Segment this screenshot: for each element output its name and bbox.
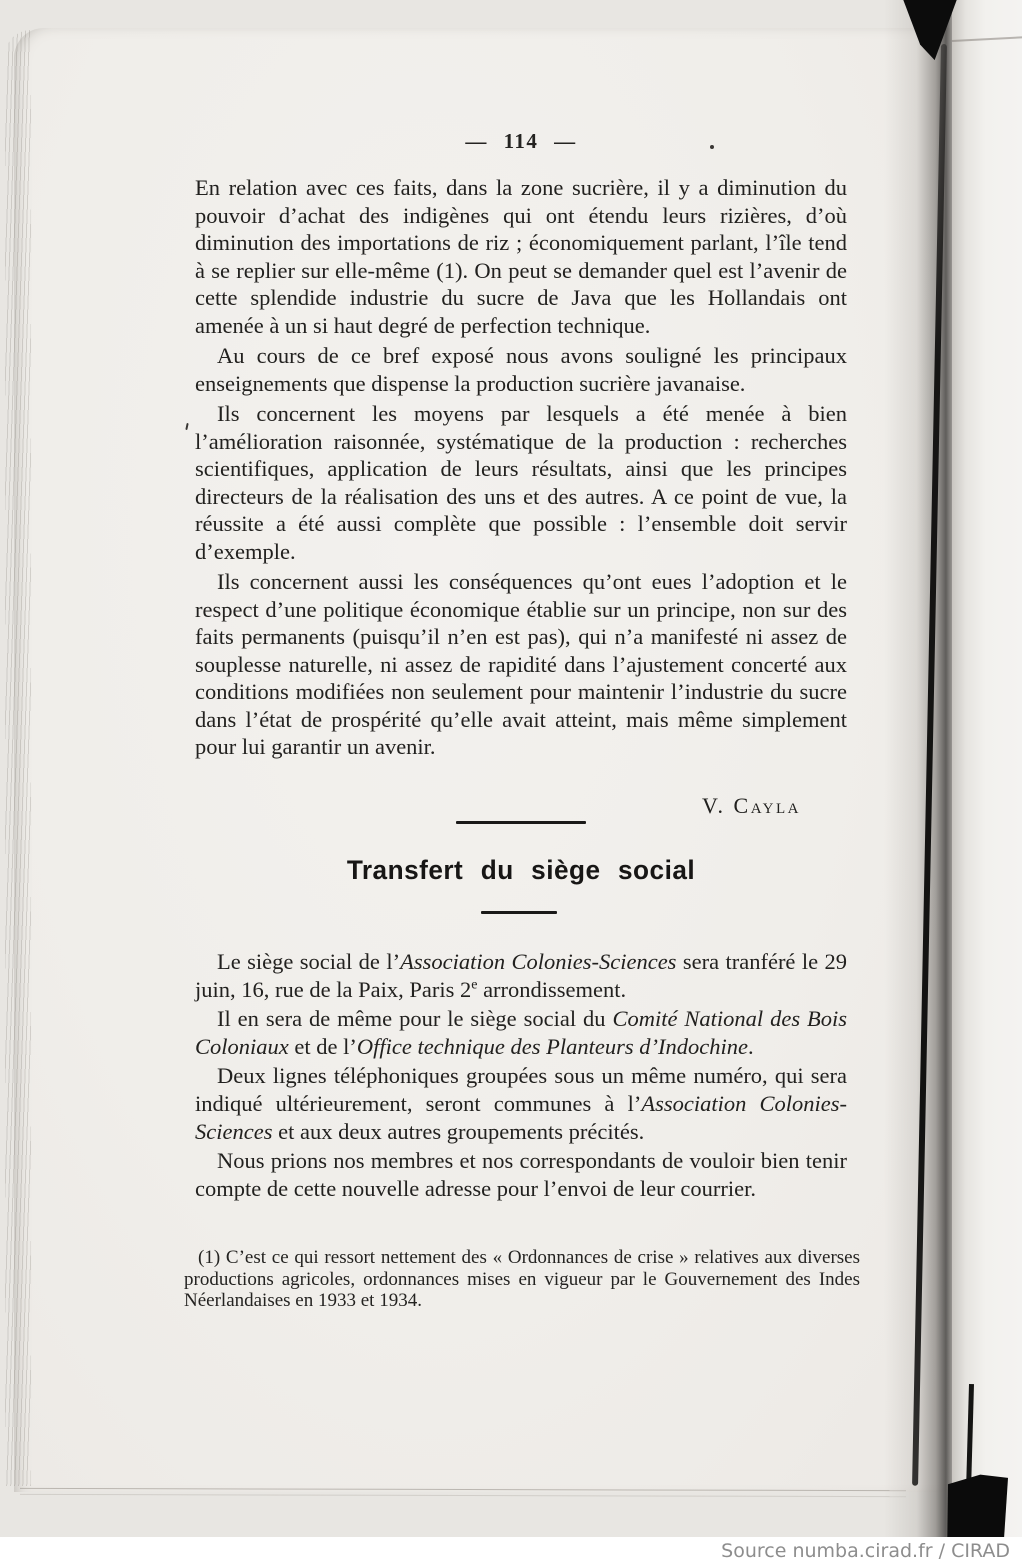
facing-page-edge [952, 0, 1022, 1538]
section-title: Transfert du siège social [346, 855, 696, 885]
text-run: Deux lignes téléphoniques groupées sous un même numéro, qui sera indiqué ultérieurement, seront communes à l’ [195, 1062, 847, 1117]
scan-artifact-bottom [944, 1474, 1010, 1538]
title-underline-rule [481, 911, 557, 914]
paragraph: Ils concernent les moyens par lesquels a été menée à bien l’amélioration raisonnée, systématique de la production : recherches scientifiques, application de leurs résultats, ainsi que les principes directeurs de la réalisation des uns et des autres. A ce point de vue, la réussite a été aussi complète que possible : l’ensemble doit servir d’exemple. [195, 401, 847, 564]
footnote: (1) C’est ce qui ressort nettement des « Ordonnances de crise » relatives aux diverses productions agricoles, ordonnances mises en vigueur par le Gouvernement des Indes Néerlandaises en 1933 et 1934. [184, 1247, 860, 1312]
text-run: Nous prions nos membres et nos correspondants de vouloir bien tenir compte de cette nouvelle adresse pour l’envoi de leur courrier. [195, 1147, 847, 1202]
paragraph [195, 1062, 847, 1147]
source-attribution: Source numba.cirad.fr / CIRAD [721, 1540, 1010, 1562]
article-body [195, 174, 847, 764]
text-run-italic: Office technique des Planteurs d’Indochine [356, 1034, 748, 1060]
superscript: e [471, 977, 478, 993]
text-run: sera tranféré le 29 juin, 16, rue de la Paix, Paris 2 [195, 949, 847, 1003]
section-divider-rule [456, 821, 586, 824]
text-run: . [747, 1034, 754, 1060]
text-run: Il en sera de même pour le siège social du [217, 1005, 613, 1031]
text-run: et aux deux autres groupements précités. [272, 1119, 645, 1145]
page-number: — 114 — [465, 129, 577, 153]
paragraph [195, 948, 847, 1005]
text-run: Le siège social de l’ [217, 949, 401, 974]
text-run: et de l’ [288, 1034, 357, 1060]
page-stack-edges [5, 30, 31, 1486]
paragraph [195, 1005, 847, 1062]
paragraph: Au cours de ce bref exposé nous avons souligné les principaux enseignements que dispense la production sucrière javanaise. [195, 343, 847, 396]
text-run: arrondissement. [477, 977, 627, 1003]
author-signature: V. Cayla [701, 793, 801, 818]
paragraph: En relation avec ces faits, dans la zone sucrière, il y a diminution du pouvoir d’achat des indigènes qui ont étendu leurs rizières, d’où diminution des importations de riz ; économiquement parlant, l’île tend à se replier sur elle-même (1). On peut se demander quel est l’avenir de cette splendide industrie du sucre de Java que les Hollandais ont amenée à un si haut degré de perfection technique. [195, 175, 847, 338]
text-run-italic: Comité National des Bois Coloniaux [195, 1005, 848, 1060]
page-bottom-edge [20, 1488, 906, 1497]
text-run-italic: Association Colonies-Sciences [195, 1091, 847, 1145]
paragraph: Ils concernent aussi les conséquences qu’ont eues l’adoption et le respect d’une politique économique établie sur un principe, non sur des faits permanents (puisqu’il n’en est pas), qui n’a manifesté ni assez de souplesse naturelle, ni assez de rapidité dans l’ajustement concerté aux conditions modifiées non seulement pour maintenir l’industrie du sucre dans l’état de prospérité qu’elle avait atteint, mais même simplement pour lui garantir un avenir. [195, 569, 847, 759]
section-body [195, 948, 847, 1204]
text-run-italic: Association Colonies-Sciences [400, 949, 677, 974]
paragraph [195, 1147, 847, 1204]
scan-footer-bar [0, 1537, 1022, 1566]
